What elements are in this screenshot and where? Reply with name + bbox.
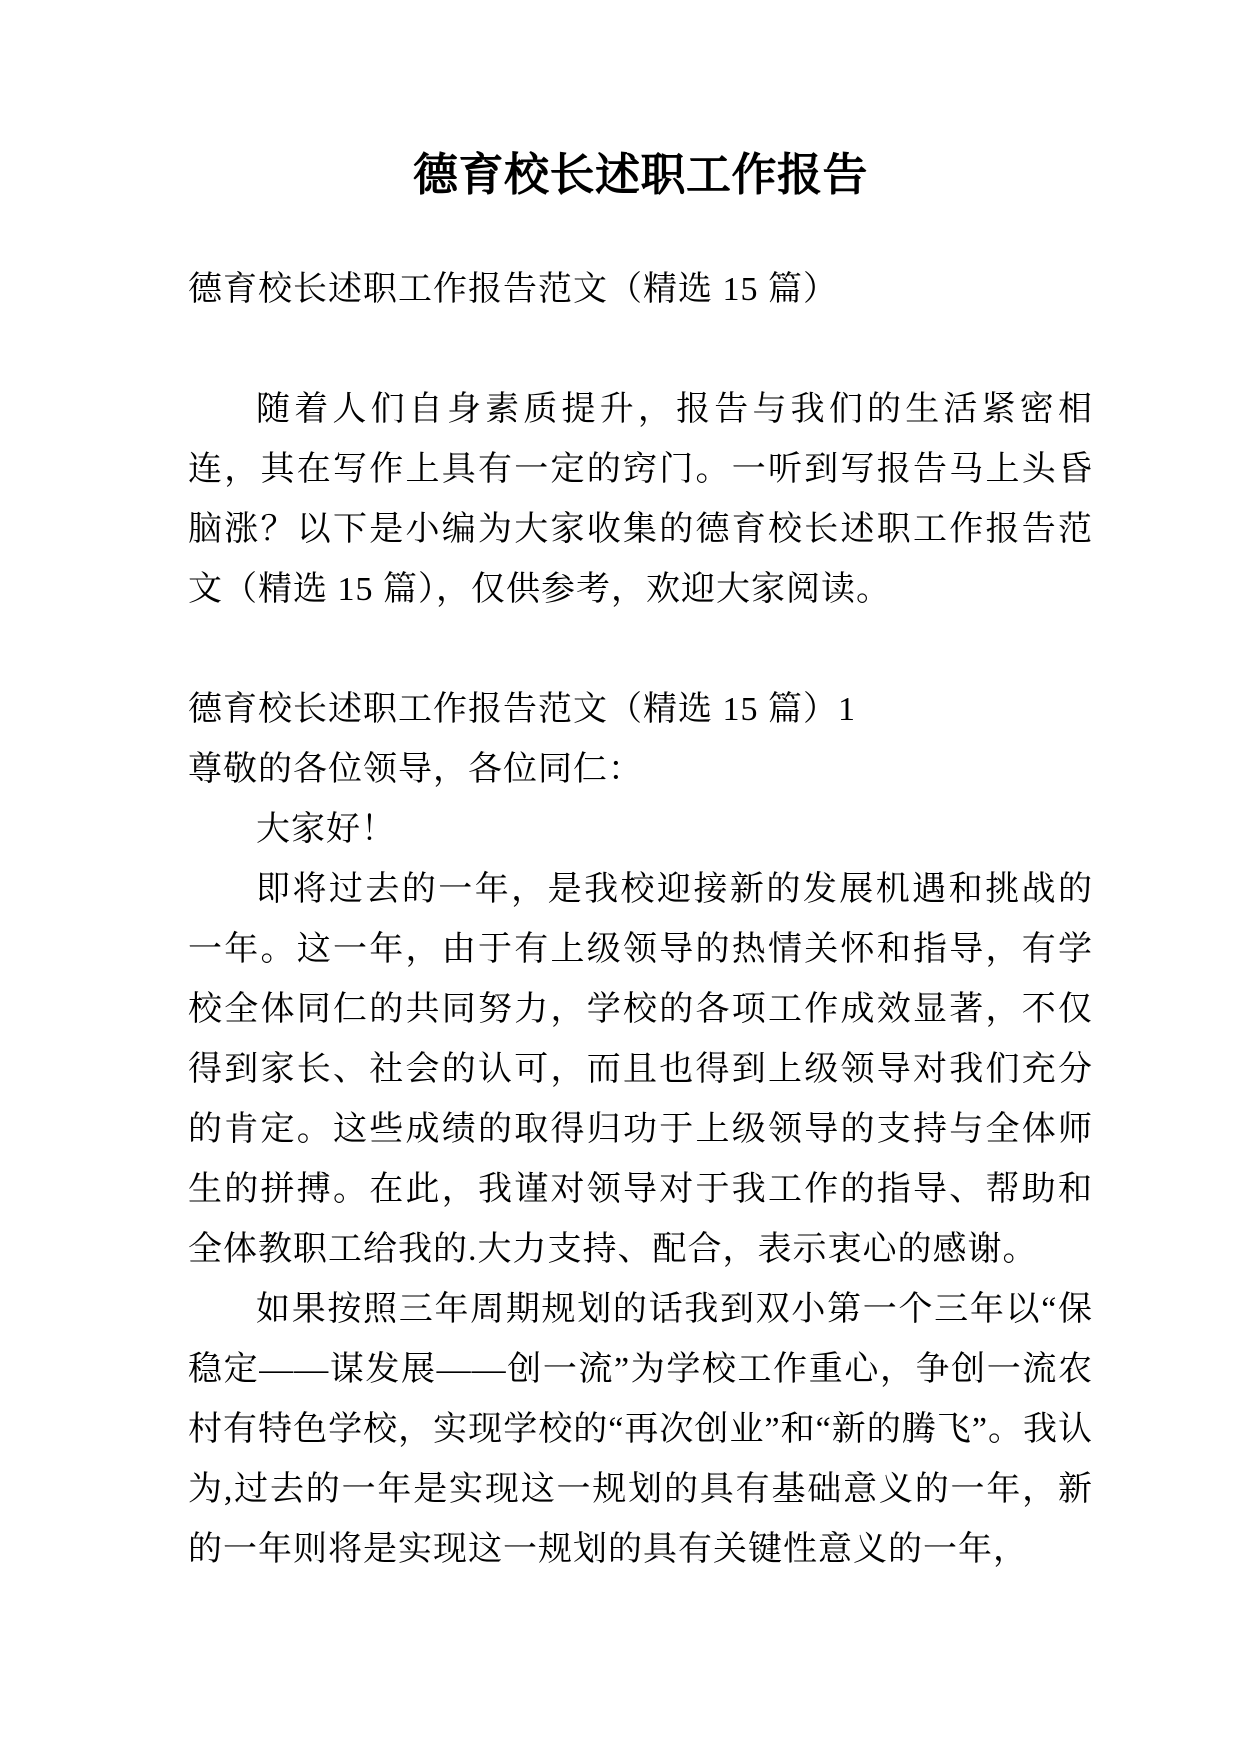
document-body (188, 260, 1093, 1580)
paragraph: 德育校长述职工作报告范文（精选 15 篇）1 (188, 691, 856, 728)
paragraph: 大家好！ (256, 811, 396, 848)
paragraph: 尊敬的各位领导，各位同仁： (188, 751, 643, 788)
paragraph: 德育校长述职工作报告范文（精选 15 篇） (188, 271, 838, 308)
paragraph: 即将过去的一年，是我校迎接新的发展机遇和挑战的一年。这一年，由于有上级领导的热情关怀和指导，有学校全体同仁的共同努力，学校的各项工作成效显著，不仅得到家长、社会的认可，而且也得到上级领导对我们充分的肯定。这些成绩的取得归功于上级领导的支持与全体师生的拼搏。在此，我谨对领导对于我工作的指导、帮助和全体教职工给我的.大力支持、配合，表示衷心的感谢。 (188, 871, 1093, 1268)
document-title: 德育校长述职工作报告 (412, 150, 868, 200)
paragraph: 如果按照三年周期规划的话我到双小第一个三年以“保稳定——谋发展——创一流”为学校工作重心，争创一流农村有特色学校，实现学校的“再次创业”和“新的腾飞”。我认为,过去的一年是实现这一规划的具有基础意义的一年，新的一年则将是实现这一规划的具有关键性意义的一年， (188, 1291, 1093, 1568)
paragraph: 随着人们自身素质提升，报告与我们的生活紧密相连，其在写作上具有一定的窍门。一听到写报告马上头昏脑涨？以下是小编为大家收集的德育校长述职工作报告范文（精选 15 篇），仅供参考，欢迎大家阅读。 (188, 391, 1093, 608)
